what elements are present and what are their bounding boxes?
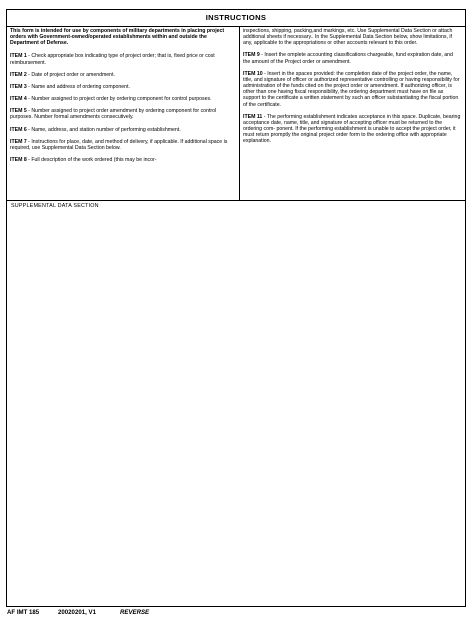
column-divider: [239, 27, 240, 200]
item-10: [243, 71, 461, 108]
item-text: - Instructions for place, date, and method of delivery, if applicable. If additional space is required, use Supplemental Data Section below.: [10, 138, 228, 151]
item-label: ITEM 10: [243, 70, 263, 77]
supplemental-data-section-label: SUPPLEMENTAL DATA SECTION: [11, 203, 99, 209]
intro-paragraph: This form is intended for use by components of military departments in placing project orders with Government-owned/operated establishments within and outside the Department of Defense.: [10, 28, 225, 47]
item-7: [10, 139, 230, 151]
item-text: - Name, address, and station number of performing establishment.: [26, 126, 181, 133]
item-8-continuation: inspections, shipping, packing,and markings, etc. Use Supplemental Data Section or attach additional sheets if necessary.. In the Supplemental Data Section below, show limitations, if any, applicable to the appropriations or other accounts relevant to this order.: [243, 28, 453, 47]
item-text: - Date of project order or amendment.: [26, 71, 115, 78]
form-number: AF IMT 185: [7, 609, 40, 616]
item-3: [10, 84, 230, 90]
item-text: - Number assigned to project order by ordering component for control purposes.: [26, 96, 212, 103]
item-label: ITEM 3: [10, 83, 27, 90]
page-side: REVERSE: [120, 609, 150, 616]
item-label: ITEM 9: [243, 52, 260, 59]
item-label: ITEM 2: [10, 71, 27, 78]
item-5: [10, 108, 230, 120]
item-label: ITEM 7: [10, 138, 27, 145]
right-column: [243, 28, 461, 151]
item-text: - The performing establishment indicates acceptance in this space. Duplicate, bearing acceptance date, name, title, and signature of accepting officer must be returned to the ordering com- ponent. If the performing establishment is unable to accept the project order, it must return promptly the original project order form to the ordering office with appropriate explanation.: [243, 113, 461, 145]
item-text: - Full description of the work ordered (this may be incor-: [26, 157, 157, 164]
form-version: 20020201, V1: [58, 609, 96, 616]
item-label: ITEM 1: [10, 53, 27, 60]
item-2: [10, 72, 230, 78]
instructions-frame: [6, 9, 466, 607]
item-11: [243, 114, 461, 145]
item-label: ITEM 5: [10, 108, 27, 115]
item-label: ITEM 6: [10, 126, 27, 133]
item-6: [10, 127, 230, 133]
item-8: [10, 157, 230, 163]
item-text: - Check appropriate box indicating type of project order; that is, fixed price or cost reimbursement.: [10, 53, 215, 66]
item-text: - Insert the omplete accounting classifications chargeable, fund expiration date, and the amount of the Project order or amendment.: [243, 52, 453, 65]
item-text: - Number assigned to project order amendment by ordering component for control purposes. Number formal amendments consecutively.: [10, 108, 217, 121]
section-divider: [7, 200, 465, 201]
item-text: - Insert in the spaces provided: the completion date of the project order, the name, title, and signature of officer or authorized representative controlling or having responsibility for administration of the funds cited on the project order or amendment. If authorizing officer, is other than one having fiscal responsibility, the ordering department must have on file as support to the certificate a written statement by such an officer substantiating the fiscal portion of the certificate.: [243, 70, 460, 108]
page-title: INSTRUCTIONS: [7, 10, 465, 27]
item-1: [10, 53, 230, 65]
item-4: [10, 96, 230, 102]
item-9: [243, 52, 461, 64]
item-label: ITEM 4: [10, 96, 27, 103]
item-label: ITEM 8: [10, 157, 27, 164]
left-column: [10, 28, 230, 169]
item-text: - Name and address of ordering component.: [26, 83, 130, 90]
item-label: ITEM 11: [243, 113, 263, 120]
